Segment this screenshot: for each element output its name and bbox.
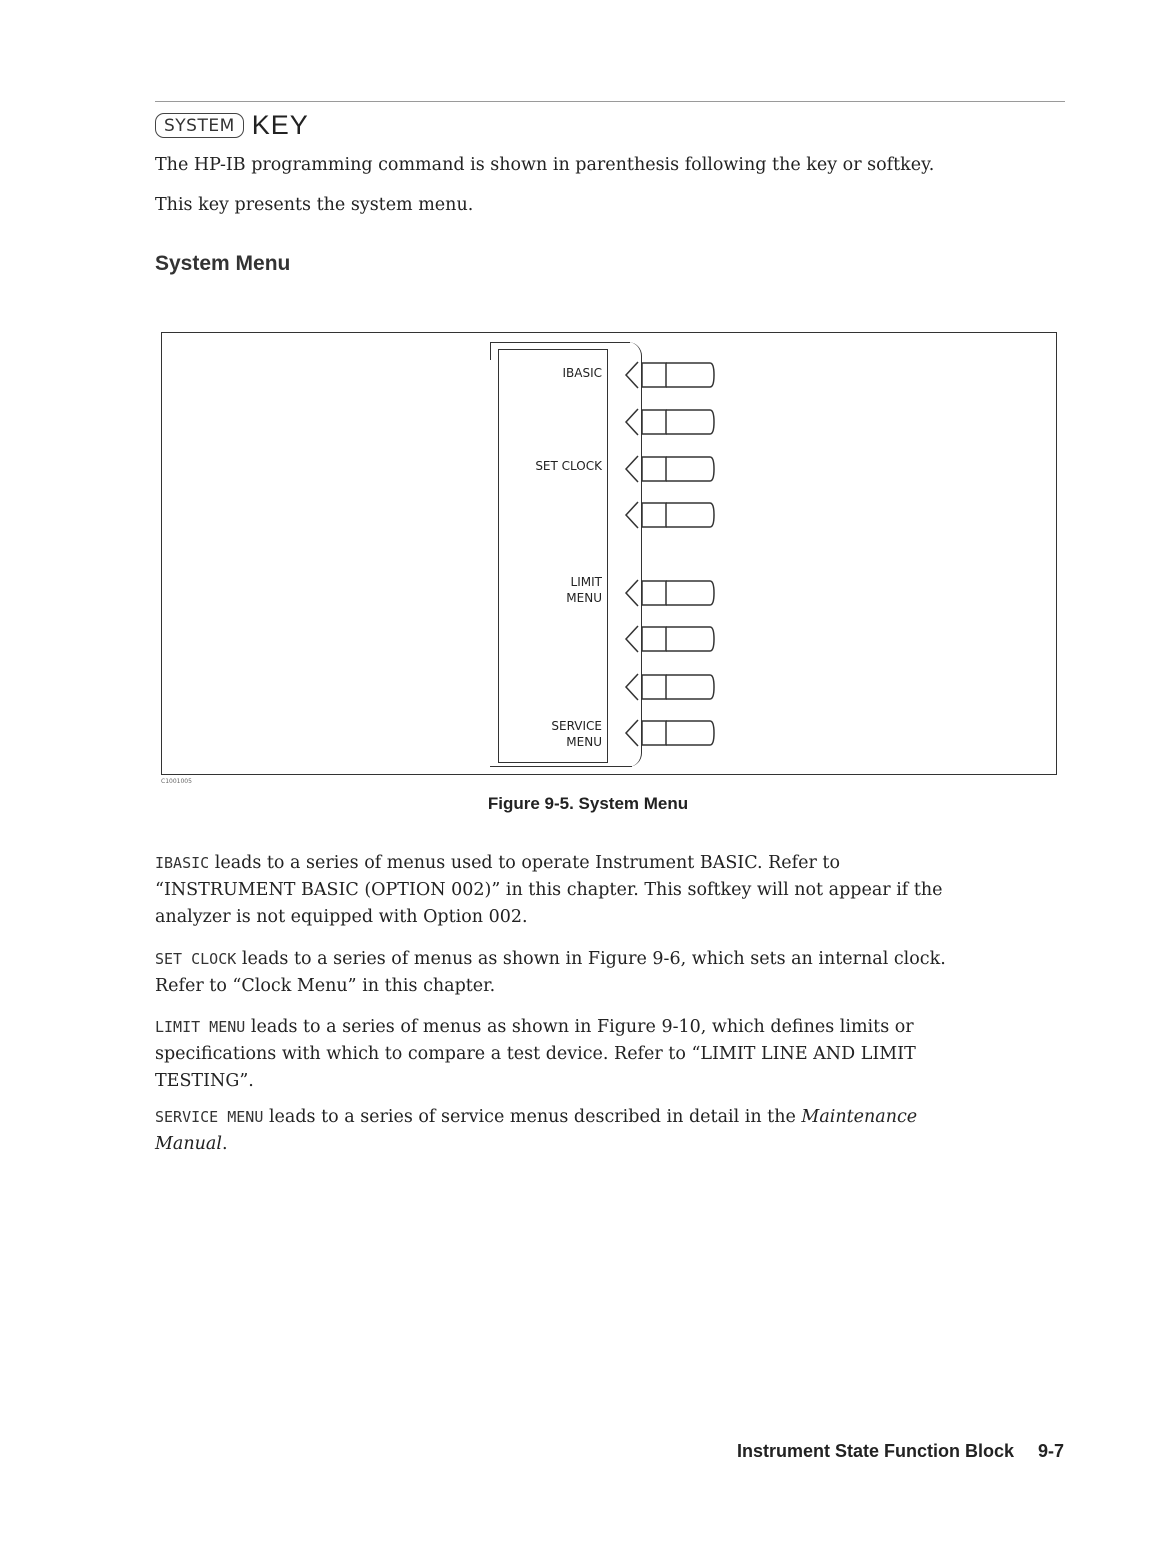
intro-line-1: The HP-IB programming command is shown in parenthesis following the key or softkey. (155, 155, 935, 175)
key-heading (155, 110, 309, 141)
service-menu-softkey-ref: SERVICE MENU (155, 1108, 264, 1126)
key-heading-word: KEY (251, 110, 309, 140)
intro-line-2: This key presents the system menu. (155, 195, 474, 215)
limit-menu-softkey-ref: LIMIT MENU (155, 1018, 246, 1036)
softkey-2[interactable] (624, 407, 716, 437)
screen-label-limit-menu: LIMIT MENU (566, 575, 602, 605)
limit-menu-desc-line-3: TESTING”. (155, 1071, 254, 1091)
ibasic-desc-line-3: analyzer is not equipped with Option 002. (155, 907, 528, 927)
display-bezel-curve (622, 342, 642, 767)
screen-label-service-menu: SERVICE MENU (551, 719, 602, 749)
header-rule (155, 101, 1065, 102)
softkey-8[interactable] (624, 718, 716, 748)
softkey-5[interactable] (624, 578, 716, 608)
footer-section-title: Instrument State Function Block (736, 1441, 1014, 1461)
ibasic-softkey-ref: IBASIC (155, 854, 210, 872)
set-clock-desc-line-2: Refer to “Clock Menu” in this chapter. (155, 976, 496, 996)
set-clock-softkey-ref: SET CLOCK (155, 950, 237, 968)
softkey-6[interactable] (624, 624, 716, 654)
page-footer (737, 1441, 1064, 1462)
softkey-1[interactable] (624, 360, 716, 390)
set-clock-desc-line-1: SET CLOCK leads to a series of menus as shown in Figure 9-6, which sets an internal clock. (155, 949, 946, 969)
display-screen (498, 349, 608, 763)
softkey-4[interactable] (624, 500, 716, 530)
system-keycap: SYSTEM (155, 113, 244, 138)
display-outline-bottom (490, 766, 632, 767)
figure-code: C1001005 (161, 778, 192, 785)
screen-label-set-clock: SET CLOCK (535, 459, 602, 473)
softkey-7[interactable] (624, 672, 716, 702)
limit-menu-desc-line-2: specifications with which to compare a test device. Refer to “LIMIT LINE AND LIMIT (155, 1044, 916, 1064)
display-outline-top (490, 342, 630, 343)
service-menu-desc-line-2: Manual. (155, 1134, 228, 1154)
softkey-3[interactable] (624, 454, 716, 484)
ibasic-desc-line-1: IBASIC leads to a series of menus used to operate Instrument BASIC. Refer to (155, 853, 840, 873)
ibasic-desc-line-2: “INSTRUMENT BASIC (OPTION 002)” in this chapter. This softkey will not appear if the (155, 880, 943, 900)
service-menu-desc-line-1: SERVICE MENU leads to a series of service menus described in detail in the Maintenance (155, 1107, 918, 1127)
limit-menu-desc-line-1: LIMIT MENU leads to a series of menus as shown in Figure 9-10, which defines limits or (155, 1017, 914, 1037)
footer-page-number: 9-7 (1037, 1441, 1064, 1461)
figure-frame (161, 332, 1057, 775)
figure-caption: Figure 9-5. System Menu (487, 794, 689, 813)
display-outline-left (490, 342, 491, 360)
screen-label-ibasic: IBASIC (562, 366, 602, 380)
section-title: System Menu (155, 252, 291, 275)
